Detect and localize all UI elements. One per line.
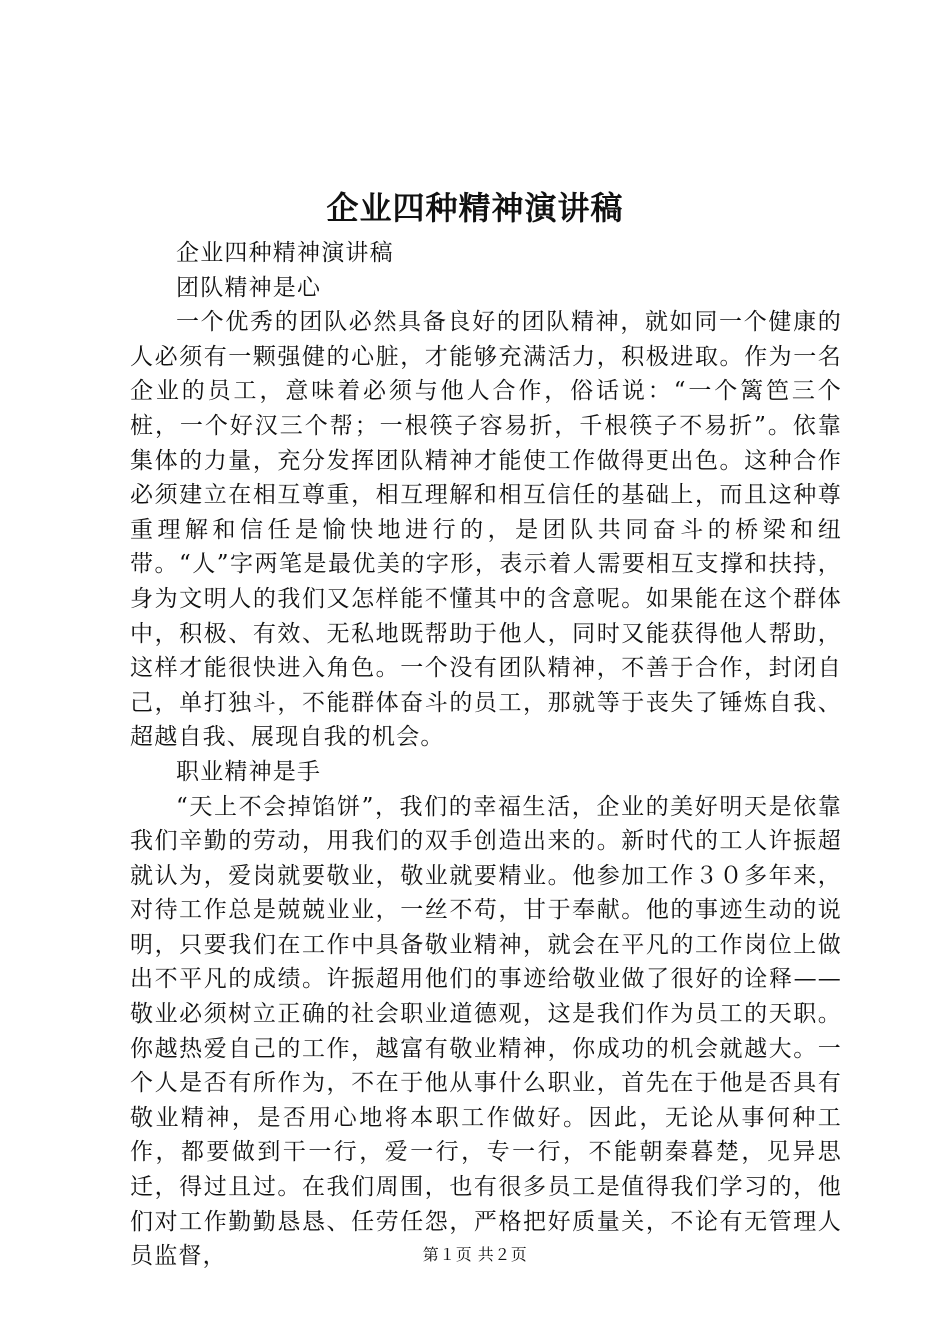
document-title: 企业四种精神演讲稿 — [326, 189, 624, 227]
paragraph-team-spirit: 一个优秀的团队必然具备良好的团队精神，就如同一个健康的人必须有一颗强健的心脏，才能够充满活力，积极进取。作为一名企业的员工，意味着必须与他人合作，俗话说：“一个篱笆三个桩，一个好汉三个帮；一根筷子容易折，千根筷子不易折”。依靠集体的力量，充分发挥团队精神才能使工作做得更出色。这种合作必须建立在相互尊重，相互理解和相互信任的基础上，而且这种尊重理解和信任是愉快地进行的，是团队共同奋斗的桥梁和纽带。“人”字两笔是最优美的字形，表示着人需要相互支撑和扶持，身为文明人的我们又怎样能不懂其中的含意呢。如果能在这个群体中，积极、有效、无私地既帮助于他人，同时又能获得他人帮助，这样才能很快进入角色。一个没有团队精神，不善于合作，封闭自己，单打独斗，不能群体奋斗的员工，那就等于丧失了锤炼自我、超越自我、展现自我的机会。 — [130, 309, 842, 751]
section-heading-team-spirit: 团队精神是心 — [176, 274, 322, 301]
paragraph-professional-spirit: “天上不会掉馅饼”，我们的幸福生活，企业的美好明天是依靠我们辛勤的劳动，用我们的双手创造出来的。新时代的工人许振超就认为，爱岗就要敬业，敬业就要精业。他参加工作３０多年来，对待工作总是兢兢业业，一丝不苟，甘于奉献。他的事迹生动的说明，只要我们在工作中具备敬业精神，就会在平凡的工作岗位上做出不平凡的成绩。许振超用他们的事迹给敬业做了很好的诠释——敬业必须树立正确的社会职业道德观，这是我们作为员工的天职。你越热爱自己的工作，越富有敬业精神，你成功的机会就越大。一个人是否有所作为，不在于他从事什么职业，首先在于他是否具有敬业精神，是否用心地将本职工作做好。因此，无论从事何种工作，都要做到干一行，爱一行，专一行，不能朝秦暮楚，见异思迁，得过且过。在我们周围，也有很多员工是值得我们学习的，他们对工作勤勤恳恳、任劳任怨，严格把好质量关，不论有无管理人员监督， — [130, 793, 842, 1270]
page-footer: 第１页 共２页 — [422, 1245, 528, 1264]
document-body — [130, 236, 842, 1274]
section-heading-professional-spirit: 职业精神是手 — [176, 758, 322, 785]
paragraph-subtitle: 企业四种精神演讲稿 — [176, 240, 394, 266]
